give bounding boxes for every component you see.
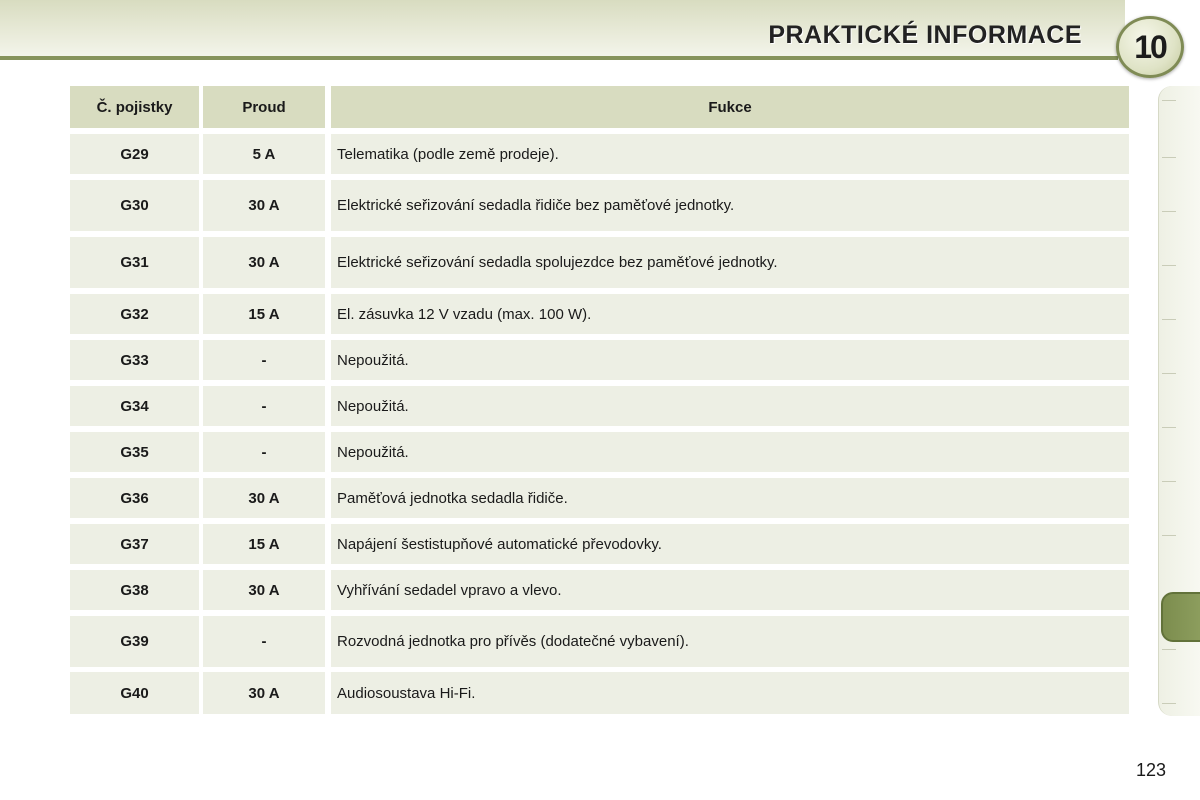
fuse-function: Telematika (podle země prodeje).: [331, 134, 1129, 174]
fuse-number: G36: [70, 478, 199, 518]
table-header-row: [70, 86, 1129, 128]
fuse-number: G34: [70, 386, 199, 426]
fuse-current: 30 A: [203, 180, 325, 231]
fuse-current: 15 A: [203, 294, 325, 334]
fuse-function: Nepoužitá.: [331, 340, 1129, 380]
table-row: [70, 340, 1129, 380]
table-row: [70, 134, 1129, 174]
fuse-function: Audiosoustava Hi-Fi.: [331, 672, 1129, 714]
fuse-function: Elektrické seřizování sedadla řidiče bez paměťové jednotky.: [331, 180, 1129, 231]
fuse-current: 30 A: [203, 672, 325, 714]
section-title: PRAKTICKÉ INFORMACE: [768, 21, 1082, 49]
fuse-current: 30 A: [203, 570, 325, 610]
tab-divider: [1162, 703, 1176, 704]
fuse-function: Nepoužitá.: [331, 386, 1129, 426]
active-chapter-tab[interactable]: [1161, 592, 1200, 642]
tab-divider: [1162, 157, 1176, 158]
fuse-current: 30 A: [203, 237, 325, 288]
fuse-current: 30 A: [203, 478, 325, 518]
table-row: [70, 432, 1129, 472]
table-row: [70, 237, 1129, 288]
header-rule: [0, 56, 1118, 60]
column-header-current: Proud: [203, 86, 325, 128]
fuse-function: Paměťová jednotka sedadla řidiče.: [331, 478, 1129, 518]
tab-divider: [1162, 319, 1176, 320]
chapter-number: 10: [1134, 28, 1166, 65]
table-row: [70, 672, 1129, 714]
fuse-function: Nepoužitá.: [331, 432, 1129, 472]
table-row: [70, 478, 1129, 518]
tab-divider: [1162, 535, 1176, 536]
column-header-function: Fukce: [331, 86, 1129, 128]
tab-divider: [1162, 100, 1176, 101]
fuse-current: -: [203, 432, 325, 472]
fuse-current: -: [203, 386, 325, 426]
chapter-badge: [1116, 16, 1184, 78]
fuse-number: G30: [70, 180, 199, 231]
fuse-function: Vyhřívání sedadel vpravo a vlevo.: [331, 570, 1129, 610]
tab-divider: [1162, 427, 1176, 428]
fuse-number: G39: [70, 616, 199, 667]
tab-divider: [1162, 265, 1176, 266]
table-row: [70, 294, 1129, 334]
table-row: [70, 386, 1129, 426]
table-row: [70, 524, 1129, 564]
fuse-number: G29: [70, 134, 199, 174]
column-header-fuse: Č. pojistky: [70, 86, 199, 128]
fuse-number: G38: [70, 570, 199, 610]
fuse-number: G32: [70, 294, 199, 334]
table-row: [70, 570, 1129, 610]
fuse-number: G40: [70, 672, 199, 714]
fuse-current: -: [203, 616, 325, 667]
fuse-current: 5 A: [203, 134, 325, 174]
fuse-number: G35: [70, 432, 199, 472]
fuse-number: G31: [70, 237, 199, 288]
fuse-function: Elektrické seřizování sedadla spolujezdce bez paměťové jednotky.: [331, 237, 1129, 288]
tab-divider: [1162, 373, 1176, 374]
fuse-number: G37: [70, 524, 199, 564]
table-row: [70, 180, 1129, 231]
fuse-current: -: [203, 340, 325, 380]
fuse-number: G33: [70, 340, 199, 380]
fuse-function: Rozvodná jednotka pro přívěs (dodatečné vybavení).: [331, 616, 1129, 667]
tab-divider: [1162, 481, 1176, 482]
fuse-current: 15 A: [203, 524, 325, 564]
tab-divider: [1162, 211, 1176, 212]
page-number: 123: [1136, 760, 1167, 780]
page-header: [0, 0, 1200, 80]
tab-divider: [1162, 649, 1176, 650]
table-row: [70, 616, 1129, 667]
fuse-function: Napájení šestistupňové automatické převodovky.: [331, 524, 1129, 564]
fuse-function: El. zásuvka 12 V vzadu (max. 100 W).: [331, 294, 1129, 334]
